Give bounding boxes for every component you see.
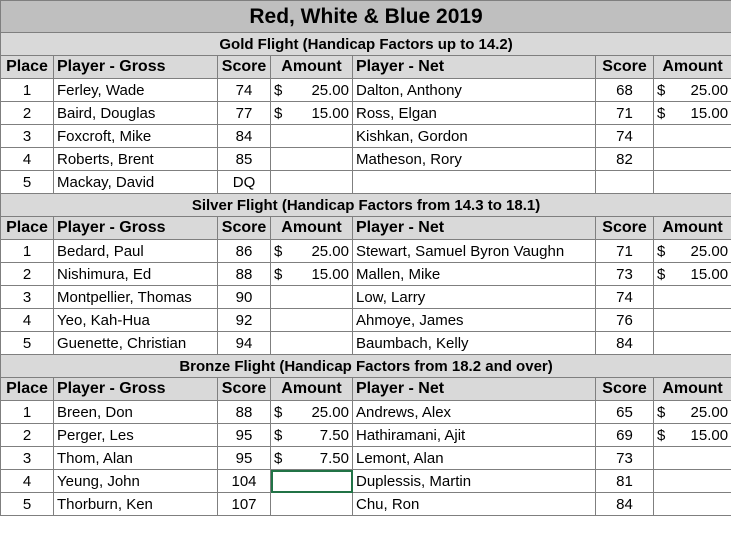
gross-amount-cell[interactable]: [271, 125, 353, 148]
table-row: [1, 470, 731, 493]
net-player-cell[interactable]: Baumbach, Kelly: [353, 332, 596, 355]
gross-amount-value: [274, 105, 349, 122]
gross-player-cell[interactable]: Perger, Les: [54, 424, 218, 447]
gross-player-cell[interactable]: Yeung, John: [54, 470, 218, 493]
amount-number: 25.00: [311, 242, 349, 260]
gross-amount-value: [274, 404, 349, 421]
gross-score-cell[interactable]: 95: [218, 447, 271, 470]
amount-number: 15.00: [311, 265, 349, 283]
net-score-cell[interactable]: 74: [596, 286, 654, 309]
table-row: [1, 424, 731, 447]
gross-amount-cell[interactable]: [271, 240, 353, 263]
table-row: [1, 240, 731, 263]
header-amount[interactable]: Amount: [271, 217, 353, 240]
gross-amount-cell[interactable]: [271, 171, 353, 194]
header-amount-net[interactable]: Amount: [654, 56, 731, 79]
net-amount-cell[interactable]: [654, 263, 731, 286]
place-cell[interactable]: 5: [1, 171, 54, 194]
currency-symbol: $: [274, 265, 283, 283]
gross-player-cell[interactable]: Thom, Alan: [54, 447, 218, 470]
gross-score-cell[interactable]: 95: [218, 424, 271, 447]
gross-amount-cell[interactable]: [271, 286, 353, 309]
place-cell[interactable]: 3: [1, 286, 54, 309]
currency-symbol: $: [274, 426, 283, 444]
header-player-gross[interactable]: Player - Gross: [54, 378, 218, 401]
net-player-cell[interactable]: Ahmoye, James: [353, 309, 596, 332]
gross-score-cell[interactable]: 85: [218, 148, 271, 171]
net-amount-cell[interactable]: [654, 493, 731, 516]
gross-player-cell[interactable]: Mackay, David: [54, 171, 218, 194]
gross-amount-value: [274, 427, 349, 444]
gross-amount-cell[interactable]: [271, 424, 353, 447]
place-cell[interactable]: 4: [1, 148, 54, 171]
net-player-cell[interactable]: Chu, Ron: [353, 493, 596, 516]
gross-player-cell[interactable]: Baird, Douglas: [54, 102, 218, 125]
table-row: [1, 447, 731, 470]
table-row: [1, 286, 731, 309]
currency-symbol: $: [274, 449, 283, 467]
flight-title[interactable]: Bronze Flight (Handicap Factors from 18.2 and over): [1, 355, 731, 378]
gross-player-cell[interactable]: Yeo, Kah-Hua: [54, 309, 218, 332]
place-cell[interactable]: 2: [1, 102, 54, 125]
net-amount-cell[interactable]: [654, 148, 731, 171]
net-score-cell[interactable]: 76: [596, 309, 654, 332]
header-score[interactable]: Score: [218, 378, 271, 401]
gross-amount-cell[interactable]: [271, 79, 353, 102]
net-score-cell[interactable]: 73: [596, 447, 654, 470]
gross-score-cell[interactable]: 86: [218, 240, 271, 263]
gross-score-cell[interactable]: 74: [218, 79, 271, 102]
gross-amount-cell[interactable]: [271, 148, 353, 171]
header-player-gross[interactable]: Player - Gross: [54, 56, 218, 79]
place-cell[interactable]: 3: [1, 125, 54, 148]
gross-player-cell[interactable]: Roberts, Brent: [54, 148, 218, 171]
currency-symbol: $: [274, 104, 283, 122]
net-amount-cell[interactable]: [654, 79, 731, 102]
table-row: [1, 332, 731, 355]
place-cell[interactable]: 2: [1, 263, 54, 286]
header-player-net[interactable]: Player - Net: [353, 378, 596, 401]
net-player-cell[interactable]: Lemont, Alan: [353, 447, 596, 470]
title-row: [1, 1, 731, 33]
gross-amount-cell[interactable]: [271, 332, 353, 355]
gross-player-cell[interactable]: Foxcroft, Mike: [54, 125, 218, 148]
amount-number: 25.00: [311, 81, 349, 99]
gross-player-cell[interactable]: Ferley, Wade: [54, 79, 218, 102]
table-row: [1, 401, 731, 424]
gross-score-cell[interactable]: 88: [218, 263, 271, 286]
net-amount-cell[interactable]: [654, 470, 731, 493]
flight-header-row: [1, 194, 731, 217]
gross-amount-cell[interactable]: [271, 401, 353, 424]
table-row: [1, 102, 731, 125]
net-player-cell[interactable]: Hathiramani, Ajit: [353, 424, 596, 447]
gross-score-cell[interactable]: 77: [218, 102, 271, 125]
header-amount-net[interactable]: Amount: [654, 217, 731, 240]
place-cell[interactable]: 3: [1, 447, 54, 470]
header-player-net[interactable]: Player - Net: [353, 56, 596, 79]
net-amount-cell[interactable]: [654, 125, 731, 148]
currency-symbol: $: [657, 104, 666, 122]
net-amount-cell[interactable]: [654, 401, 731, 424]
amount-number: 25.00: [311, 403, 349, 421]
net-score-cell[interactable]: 69: [596, 424, 654, 447]
table-row: [1, 148, 731, 171]
table-row: [1, 171, 731, 194]
net-score-cell[interactable]: 82: [596, 148, 654, 171]
net-player-cell[interactable]: Andrews, Alex: [353, 401, 596, 424]
place-cell[interactable]: 4: [1, 309, 54, 332]
net-amount-cell[interactable]: [654, 102, 731, 125]
net-amount-value: [657, 243, 728, 260]
net-score-cell[interactable]: 74: [596, 125, 654, 148]
table-row: [1, 79, 731, 102]
flight-title[interactable]: Gold Flight (Handicap Factors up to 14.2): [1, 33, 731, 56]
net-amount-value: [657, 427, 728, 444]
net-amount-cell[interactable]: [654, 171, 731, 194]
amount-number: 15.00: [690, 426, 729, 444]
net-amount-value: [657, 105, 728, 122]
net-score-cell[interactable]: 71: [596, 240, 654, 263]
place-cell[interactable]: 5: [1, 332, 54, 355]
gross-score-cell[interactable]: 88: [218, 401, 271, 424]
net-player-cell[interactable]: Low, Larry: [353, 286, 596, 309]
amount-number: 25.00: [690, 242, 729, 260]
column-header-row: [1, 56, 731, 79]
net-player-cell[interactable]: Ross, Elgan: [353, 102, 596, 125]
net-player-cell[interactable]: Dalton, Anthony: [353, 79, 596, 102]
net-amount-cell[interactable]: [654, 309, 731, 332]
currency-symbol: $: [657, 403, 666, 421]
net-amount-cell[interactable]: [654, 447, 731, 470]
place-cell[interactable]: 5: [1, 493, 54, 516]
net-player-cell[interactable]: Matheson, Rory: [353, 148, 596, 171]
gross-amount-cell[interactable]: [271, 102, 353, 125]
header-place[interactable]: Place: [1, 378, 54, 401]
net-amount-cell[interactable]: [654, 424, 731, 447]
header-player-net[interactable]: Player - Net: [353, 217, 596, 240]
header-place[interactable]: Place: [1, 56, 54, 79]
gross-amount-cell[interactable]: [271, 493, 353, 516]
net-amount-cell[interactable]: [654, 286, 731, 309]
header-player-gross[interactable]: Player - Gross: [54, 217, 218, 240]
gross-amount-cell[interactable]: [271, 263, 353, 286]
currency-symbol: $: [274, 81, 283, 99]
net-player-cell[interactable]: Duplessis, Martin: [353, 470, 596, 493]
amount-number: 15.00: [690, 104, 729, 122]
gross-score-cell[interactable]: 94: [218, 332, 271, 355]
place-cell[interactable]: 2: [1, 424, 54, 447]
amount-number: 7.50: [319, 426, 349, 444]
gross-player-cell[interactable]: Montpellier, Thomas: [54, 286, 218, 309]
place-cell[interactable]: 1: [1, 240, 54, 263]
gross-player-cell[interactable]: Nishimura, Ed: [54, 263, 218, 286]
net-amount-value: [657, 266, 728, 283]
flight-header-row: [1, 33, 731, 56]
gross-amount-value: [274, 243, 349, 260]
header-score[interactable]: Score: [218, 56, 271, 79]
gross-amount-value: [274, 450, 349, 467]
net-player-cell[interactable]: Kishkan, Gordon: [353, 125, 596, 148]
table-row: [1, 263, 731, 286]
header-amount-net[interactable]: Amount: [654, 378, 731, 401]
header-score-net[interactable]: Score: [596, 217, 654, 240]
table-row: [1, 493, 731, 516]
gross-amount-cell[interactable]: [271, 470, 353, 493]
place-cell[interactable]: 1: [1, 79, 54, 102]
table-row: [1, 309, 731, 332]
flight-header-row: [1, 355, 731, 378]
net-score-cell[interactable]: 84: [596, 493, 654, 516]
amount-number: 25.00: [690, 403, 729, 421]
net-score-cell[interactable]: 73: [596, 263, 654, 286]
header-amount[interactable]: Amount: [271, 56, 353, 79]
flight-title[interactable]: Silver Flight (Handicap Factors from 14.3 to 18.1): [1, 194, 731, 217]
currency-symbol: $: [657, 426, 666, 444]
header-place[interactable]: Place: [1, 217, 54, 240]
gross-player-cell[interactable]: Thorburn, Ken: [54, 493, 218, 516]
net-score-cell[interactable]: 84: [596, 332, 654, 355]
gross-player-cell[interactable]: Bedard, Paul: [54, 240, 218, 263]
sheet-edge-handle: [726, 0, 731, 539]
header-amount[interactable]: Amount: [271, 378, 353, 401]
amount-number: 15.00: [690, 265, 729, 283]
amount-number: 15.00: [311, 104, 349, 122]
net-amount-value: [657, 82, 728, 99]
gross-score-cell[interactable]: DQ: [218, 171, 271, 194]
net-amount-cell[interactable]: [654, 332, 731, 355]
net-player-cell[interactable]: Mallen, Mike: [353, 263, 596, 286]
currency-symbol: $: [274, 242, 283, 260]
gross-score-cell[interactable]: 84: [218, 125, 271, 148]
net-score-cell[interactable]: 65: [596, 401, 654, 424]
place-cell[interactable]: 1: [1, 401, 54, 424]
net-score-cell[interactable]: [596, 171, 654, 194]
header-score-net[interactable]: Score: [596, 378, 654, 401]
header-score-net[interactable]: Score: [596, 56, 654, 79]
sheet-title[interactable]: Red, White & Blue 2019: [1, 1, 731, 33]
net-player-cell[interactable]: [353, 171, 596, 194]
currency-symbol: $: [657, 81, 666, 99]
currency-symbol: $: [274, 403, 283, 421]
place-cell[interactable]: 4: [1, 470, 54, 493]
gross-player-cell[interactable]: Guenette, Christian: [54, 332, 218, 355]
currency-symbol: $: [657, 265, 666, 283]
currency-symbol: $: [657, 242, 666, 260]
net-amount-value: [657, 404, 728, 421]
header-score[interactable]: Score: [218, 217, 271, 240]
gross-score-cell[interactable]: 90: [218, 286, 271, 309]
gross-amount-cell[interactable]: [271, 309, 353, 332]
table-row: [1, 125, 731, 148]
gross-amount-value: [274, 266, 349, 283]
gross-score-cell[interactable]: 104: [218, 470, 271, 493]
column-header-row: [1, 378, 731, 401]
net-player-cell[interactable]: Stewart, Samuel Byron Vaughn: [353, 240, 596, 263]
gross-player-cell[interactable]: Breen, Don: [54, 401, 218, 424]
net-score-cell[interactable]: 68: [596, 79, 654, 102]
column-header-row: [1, 217, 731, 240]
amount-number: 25.00: [690, 81, 729, 99]
net-score-cell[interactable]: 71: [596, 102, 654, 125]
gross-amount-value: [274, 82, 349, 99]
gross-score-cell[interactable]: 107: [218, 493, 271, 516]
gross-score-cell[interactable]: 92: [218, 309, 271, 332]
net-amount-cell[interactable]: [654, 240, 731, 263]
gross-amount-cell[interactable]: [271, 447, 353, 470]
amount-number: 7.50: [319, 449, 349, 467]
net-score-cell[interactable]: 81: [596, 470, 654, 493]
